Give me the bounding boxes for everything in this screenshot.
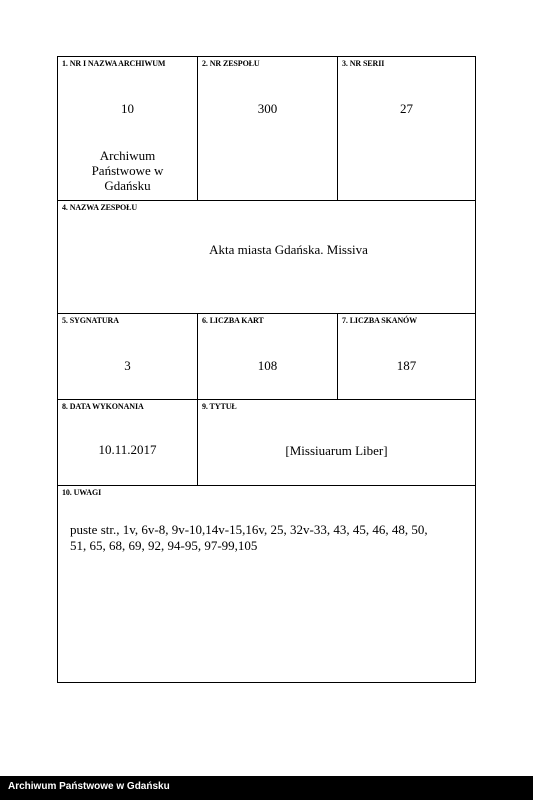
scan-count-label: 7. LICZBA SKANÓW: [342, 316, 418, 325]
series-number-value: 27: [400, 101, 413, 116]
footer-bar: [0, 776, 533, 800]
remarks-line-2: 51, 65, 68, 69, 92, 94-95, 97-99,105: [70, 538, 258, 553]
fonds-number-value: 300: [257, 101, 278, 116]
sheet-count-cell: [198, 314, 337, 399]
fonds-number-label: 2. NR ZESPOŁU: [202, 59, 260, 68]
scan-count-cell: [338, 314, 475, 399]
date-label: 8. DATA WYKONANIA: [62, 402, 144, 411]
metadata-form: [57, 56, 476, 683]
col-divider-row1-b: [337, 57, 338, 200]
signature-value: 3: [124, 358, 131, 373]
archive-name-line2: Państwowe w: [91, 163, 164, 178]
remarks-line-1: puste str., 1v, 6v-8, 9v-10,14v-15,16v, 25, 32v-33, 43, 45, 46, 48, 50,: [70, 522, 428, 537]
remarks-value: [70, 522, 457, 554]
series-number-cell: [338, 57, 475, 200]
date-cell: [58, 400, 197, 485]
title-value: [Missiuarum Liber]: [285, 443, 388, 458]
title-label: 9. TYTUŁ: [202, 402, 237, 411]
fonds-name-label: 4. NAZWA ZESPOŁU: [62, 203, 138, 212]
remarks-cell: [58, 486, 475, 682]
archive-name-line1: Archiwum: [99, 148, 156, 163]
series-number-label: 3. NR SERII: [342, 59, 385, 68]
archive-label: 1. NR I NAZWA ARCHIWUM: [62, 59, 166, 68]
signature-cell: [58, 314, 197, 399]
title-cell: [198, 400, 475, 485]
archive-cell: [58, 57, 197, 200]
signature-label: 5. SYGNATURA: [62, 316, 119, 325]
col-divider-row3-b: [337, 314, 338, 399]
scan-count-value: 187: [396, 358, 417, 373]
sheet-count-value: 108: [257, 358, 278, 373]
fonds-name-cell: [58, 201, 475, 313]
remarks-label: 10. UWAGI: [62, 488, 102, 497]
fonds-name-value: Akta miasta Gdańska. Missiva: [209, 242, 368, 257]
col-divider-row3-a: [197, 314, 198, 399]
archive-name-line3: Gdańsku: [104, 178, 151, 193]
footer-archive-name: Archiwum Państwowe w Gdańsku: [8, 781, 170, 792]
archive-number: 10: [121, 101, 134, 116]
sheet-count-label: 6. LICZBA KART: [202, 316, 264, 325]
col-divider-row1-a: [197, 57, 198, 200]
fonds-number-cell: [198, 57, 337, 200]
col-divider-row4: [197, 400, 198, 485]
date-value: 10.11.2017: [98, 442, 157, 457]
